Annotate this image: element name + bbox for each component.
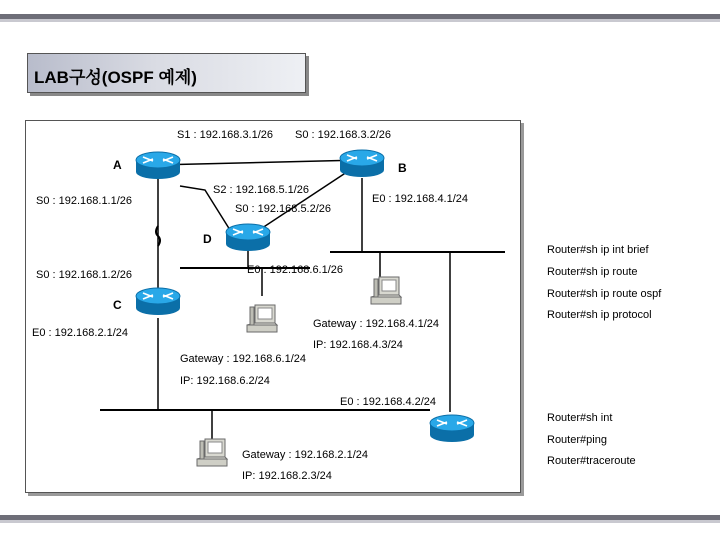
- label-d-s0: S0 : 192.168.5.2/26: [235, 203, 332, 215]
- command-item: Router#ping: [547, 434, 607, 446]
- command-item: Router#sh ip protocol: [547, 309, 652, 321]
- host-lan6-icon: [247, 305, 277, 332]
- host6-gateway: Gateway : 192.168.6.1/24: [180, 353, 306, 365]
- router-b-icon: [340, 150, 384, 177]
- router-lan4-icon: [430, 415, 474, 442]
- slide-title: LAB구성(OSPF 예제): [34, 68, 197, 87]
- host4-ip: IP: 192.168.4.3/24: [313, 339, 403, 351]
- router-a-icon: [136, 152, 180, 179]
- router-b-label: B: [398, 161, 407, 175]
- label-c-e0: E0 : 192.168.2.1/24: [32, 327, 129, 339]
- command-item: Router#traceroute: [547, 455, 636, 467]
- host-lan2-icon: [197, 439, 227, 466]
- router-d-label: D: [203, 232, 212, 246]
- link-a-b: [155, 160, 362, 165]
- label-c-s0: S0 : 192.168.1.2/26: [36, 269, 133, 281]
- host-lan4-icon: [371, 277, 401, 304]
- label-lan4-e0: E0 : 192.168.4.2/24: [340, 396, 437, 408]
- command-item: Router#sh int: [547, 412, 613, 424]
- label-a-s1: S1 : 192.168.3.1/26: [177, 129, 274, 141]
- label-a-s0: S0 : 192.168.1.1/26: [36, 195, 133, 207]
- router-a-label: A: [113, 158, 122, 172]
- label-b-s2: S2 : 192.168.5.1/26: [213, 184, 310, 196]
- command-item: Router#sh ip int brief: [547, 244, 649, 256]
- host2-gateway: Gateway : 192.168.2.1/24: [242, 449, 368, 461]
- router-c-label: C: [113, 298, 122, 312]
- label-d-e0: E0 : 192.168.6.1/26: [247, 264, 344, 276]
- host2-ip: IP: 192.168.2.3/24: [242, 470, 332, 482]
- host6-ip: IP: 192.168.6.2/24: [180, 375, 270, 387]
- label-b-e0: E0 : 192.168.4.1/24: [372, 193, 469, 205]
- command-item: Router#sh ip route ospf: [547, 288, 662, 300]
- host4-gateway: Gateway : 192.168.4.1/24: [313, 318, 439, 330]
- router-d-icon: [226, 224, 270, 251]
- command-item: Router#sh ip route: [547, 266, 638, 278]
- router-c-icon: [136, 288, 180, 315]
- label-b-s0: S0 : 192.168.3.2/26: [295, 129, 392, 141]
